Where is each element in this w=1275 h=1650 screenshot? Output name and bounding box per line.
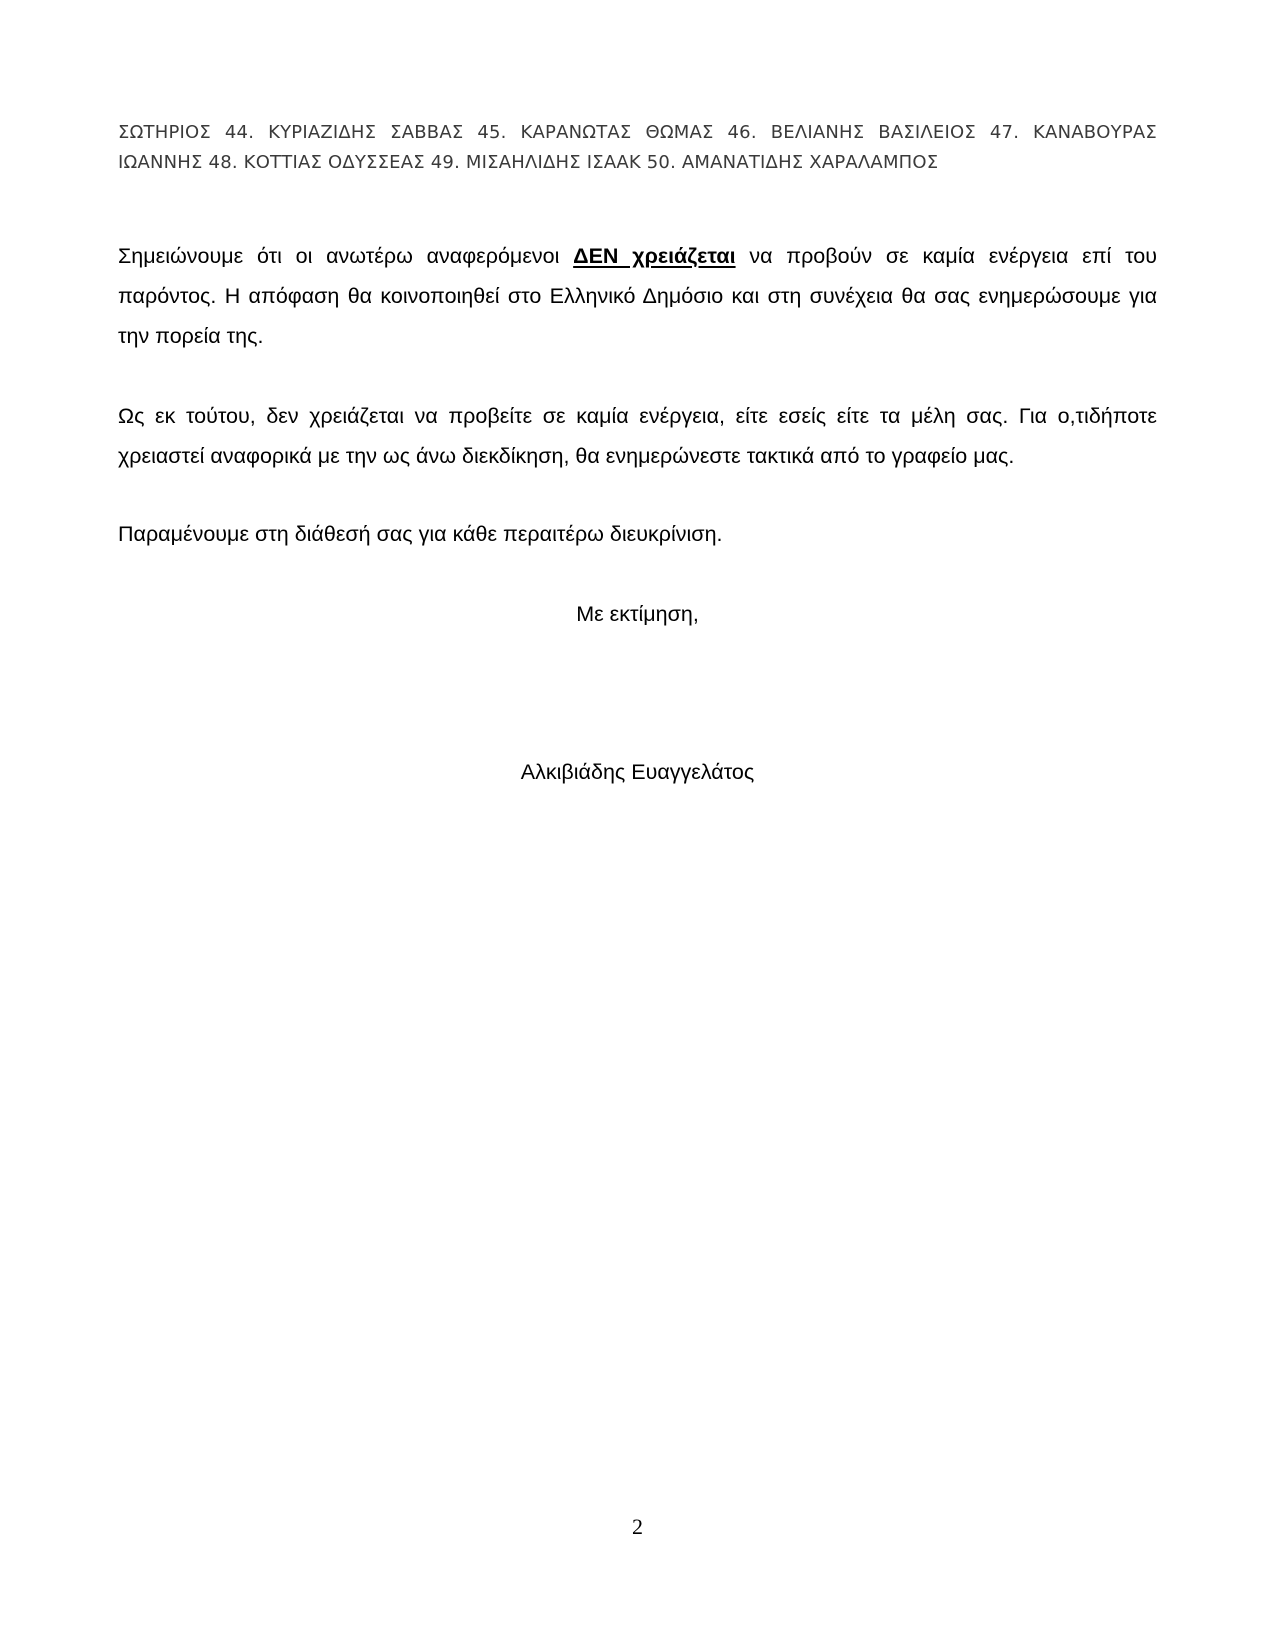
paragraph-notice-end: να προβούν σε καμία ενέργεια επί του παρόντος. Η απόφαση θα κοινοποιηθεί στο Ελληνικό Δημόσιο και στη συνέχεια θα σας ενημερώσουμε για την πορεία της.	[118, 244, 1157, 348]
signature-name: Αλκιβιάδης Ευαγγελάτος	[520, 760, 755, 784]
page-number: 2	[632, 1514, 643, 1539]
names-list: ΣΩΤΗΡΙΟΣ 44. ΚΥΡΙΑΖΙΔΗΣ ΣΑΒΒΑΣ 45. ΚΑΡΑΝΩΤΑΣ ΘΩΜΑΣ 46. ΒΕΛΙΑΝΗΣ ΒΑΣΙΛΕΙΟΣ 47. ΚΑΝΑΒΟΥΡΑΣ ΙΩΑΝΝΗΣ 48. ΚΟΤΤΙΑΣ ΟΔΥΣΣΕΑΣ 49. ΜΙΣΑΗΛΙΔΗΣ ΙΣΑΑΚ 50. ΑΜΑΝΑΤΙΔΗΣ ΧΑΡΑΛΑΜΠΟΣ	[118, 122, 1157, 173]
paragraph-no-action: Ως εκ τούτου, δεν χρειάζεται να προβείτε σε καμία ενέργεια, είτε εσείς είτε τα μέλη σας. Για ο,τιδήποτε χρειαστεί αναφορικά με την ως άνω διεκδίκηση, θα ενημερώνεστε τακτικά από το γραφείο μας.	[118, 404, 1157, 468]
emphasis-not-required: ΔΕΝ χρειάζεται	[573, 244, 736, 268]
closing-salutation: Με εκτίμηση,	[576, 602, 699, 626]
paragraph-notice-start: Σημειώνουμε ότι οι ανωτέρω αναφερόμενοι	[118, 244, 574, 268]
paragraph-availability: Παραμένουμε στη διάθεσή σας για κάθε περαιτέρω διευκρίνιση.	[118, 522, 723, 546]
paragraph-notice	[118, 236, 1157, 356]
